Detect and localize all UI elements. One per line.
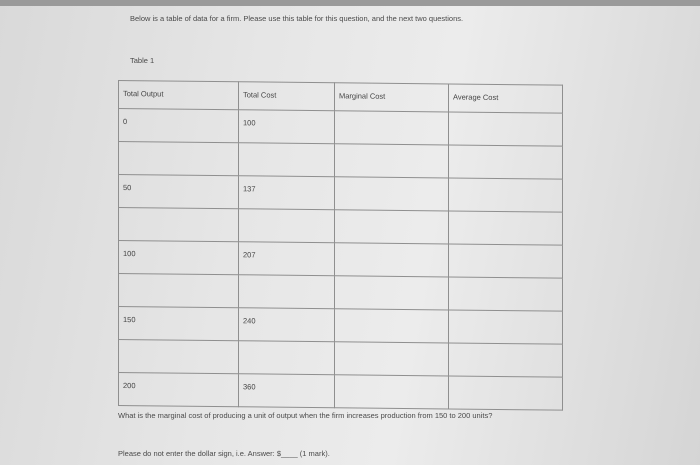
cell-average-cost [449,343,563,377]
cell-total-cost: 100 [239,110,335,144]
cell-output: 100 [119,241,239,275]
cell-average-cost [449,277,563,311]
table-row [119,274,563,312]
data-table [118,80,563,411]
cell-total-cost: 240 [239,308,335,342]
window-top-edge [0,0,700,6]
header-total-output: Total Output [119,81,239,110]
cell-marginal-cost [335,309,449,343]
table-row [119,175,563,213]
cell-output [119,142,239,176]
intro-text: Below is a table of data for a firm. Please use this table for this question, and the next two questions. [130,14,464,23]
header-total-cost: Total Cost [239,82,335,111]
cell-average-cost [449,244,563,278]
header-average-cost: Average Cost [449,84,563,113]
cell-output [119,208,239,242]
table-row [119,109,563,147]
cell-total-cost [239,275,335,309]
cell-total-cost [239,341,335,375]
question-text: What is the marginal cost of producing a unit of output when the firm increases production from 150 to 200 units? [118,411,493,420]
cell-average-cost [449,211,563,245]
cell-marginal-cost [335,276,449,310]
cell-total-cost [239,143,335,177]
table-row [119,340,563,378]
answer-instruction: Please do not enter the dollar sign, i.e. Answer: $____ (1 mark). [118,449,330,458]
table-label: Table 1 [130,56,155,65]
cell-average-cost [449,145,563,179]
cell-total-cost: 207 [239,242,335,276]
cell-average-cost [449,112,563,146]
cell-marginal-cost [335,342,449,376]
header-marginal-cost: Marginal Cost [335,83,449,112]
cell-average-cost [449,310,563,344]
table-row [119,307,563,345]
table-row [119,208,563,246]
cell-marginal-cost [335,375,449,409]
cell-output: 50 [119,175,239,209]
table-row [119,142,563,180]
cell-total-cost: 137 [239,176,335,210]
cell-marginal-cost [335,243,449,277]
cell-output: 200 [119,373,239,407]
table-row [119,241,563,279]
cell-output [119,274,239,308]
cell-output: 150 [119,307,239,341]
cell-marginal-cost [335,177,449,211]
cell-marginal-cost [335,111,449,145]
cell-average-cost [449,178,563,212]
table-row [119,373,563,411]
cell-average-cost [449,376,563,410]
cell-marginal-cost [335,210,449,244]
cell-marginal-cost [335,144,449,178]
cell-total-cost [239,209,335,243]
cell-output [119,340,239,374]
cell-total-cost: 360 [239,374,335,408]
cell-output: 0 [119,109,239,143]
